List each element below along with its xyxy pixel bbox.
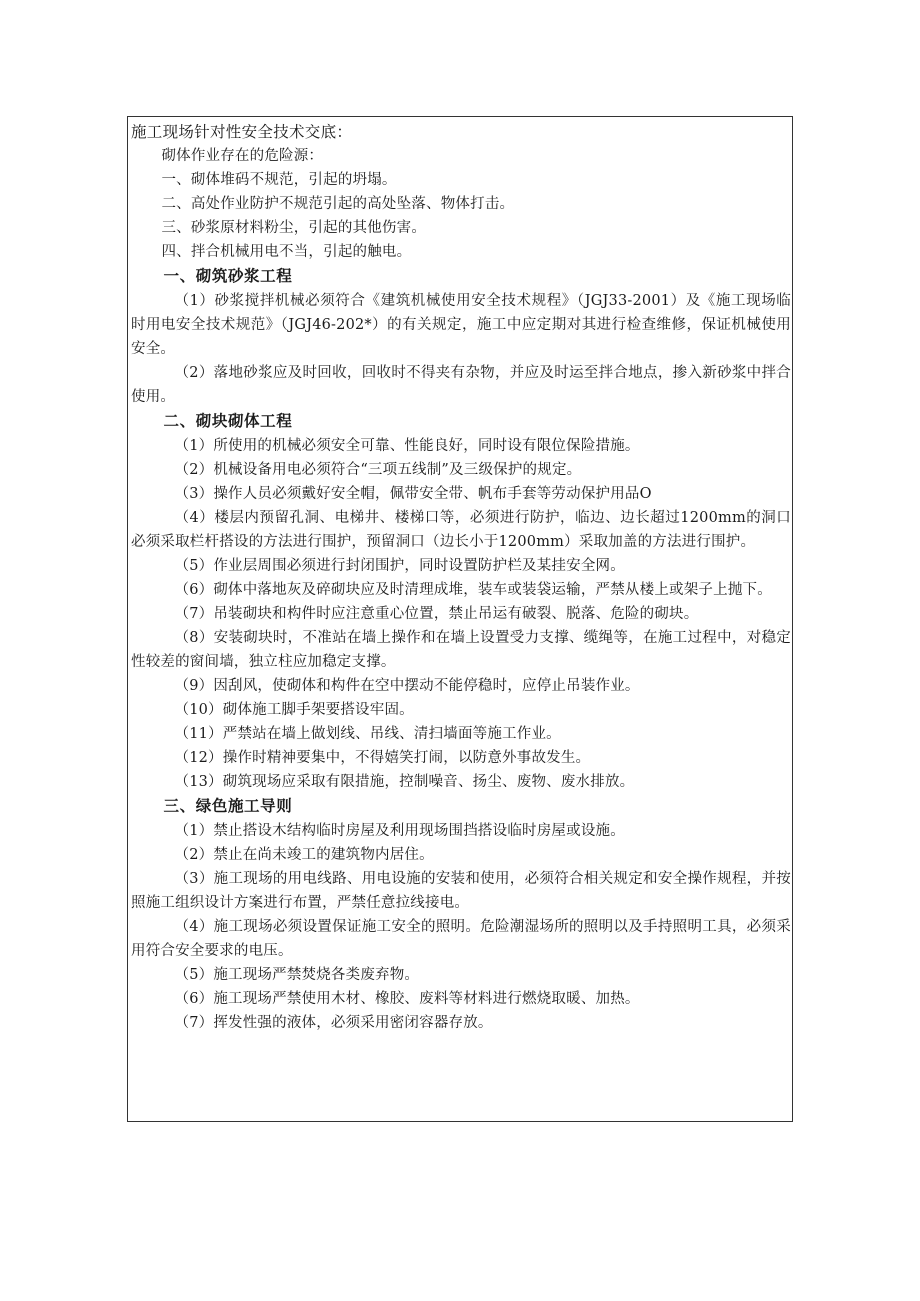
section-paragraph: （7）吊装砌块和构件时应注意重心位置，禁止吊运有破裂、脱落、危险的砌块。: [174, 606, 699, 622]
section-paragraph: （2）落地砂浆应及时回收，回收时不得夹有杂物，并应及时运至拌合地点，掺入新砂浆中拌合使用。: [131, 365, 791, 405]
hazard-item: 三、砂浆原材料粉尘，引起的其他伤害。: [161, 220, 427, 236]
section-paragraph: （1）所使用的机械必须安全可靠、性能良好，同时设有限位保险措施。: [174, 438, 640, 454]
section-paragraph: （2）机械设备用电必须符合“三项五线制”及三级保护的规定。: [174, 462, 582, 478]
section-paragraph: （1）禁止搭设木结构临时房屋及利用现场围挡搭设临时房屋或设施。: [174, 823, 625, 839]
section-heading: 三、绿色施工导则: [163, 797, 293, 815]
document-title: 施工现场针对性安全技术交底：: [131, 123, 353, 141]
section-paragraph: （5）施工现场严禁焚烧各类废弃物。: [174, 967, 420, 983]
hazard-item: 一、砌体堆码不规范，引起的坍塌。: [161, 172, 397, 188]
section-paragraph: （8）安装砌块时，不准站在墙上操作和在墙上设置受力支撑、缆绳等，在施工过程中，对稳定性较差的窗间墙，独立柱应加稳定支撑。: [131, 630, 791, 670]
hazard-item: 四、拌合机械用电不当，引起的触电。: [161, 244, 412, 260]
section-paragraph: （1）砂浆搅拌机械必须符合《建筑机械使用安全技术规程》（JGJ33-2001）及《施工现场临时用电安全技术规范》（JGJ46-202*）的有关规定，施工中应定期对其进行检查维修，保证机械使用安全。: [131, 293, 791, 357]
section-heading: 二、砌块砌体工程: [163, 412, 293, 430]
section-paragraph: （6）砌体中落地灰及碎砌块应及时清理成堆，装车或装袋运输，严禁从楼上或架子上抛下。: [174, 582, 772, 598]
hazard-item: 二、高处作业防护不规范引起的高处坠落、物体打击。: [161, 196, 515, 212]
section-paragraph: （11）严禁站在墙上做划线、吊线、清扫墙面等施工作业。: [174, 726, 561, 742]
section-paragraph: （10）砌体施工脚手架要搭设牢固。: [174, 702, 414, 718]
hazard-list: [131, 144, 791, 264]
section-paragraph: （4）楼层内预留孔洞、电梯井、楼梯口等，必须进行防护，临边、边长超过1200mm的洞口必须采取栏杆搭设的方法进行围护，预留洞口（边长小于1200mm）采取加盖的方法进行围护。: [131, 510, 791, 550]
section-paragraph: （13）砌筑现场应采取有限措施，控制噪音、扬尘、废物、废水排放。: [174, 774, 635, 790]
section-mortar: [131, 264, 791, 409]
section-paragraph: （2）禁止在尚未竣工的建筑物内居住。: [174, 847, 434, 863]
section-paragraph: （12）操作时精神要集中，不得嬉笑打闹，以防意外事故发生。: [174, 750, 591, 766]
section-paragraph: （9）因刮风，使砌体和构件在空中摆动不能停稳时，应停止吊装作业。: [174, 678, 640, 694]
section-paragraph: （6）施工现场严禁使用木材、橡胶、废料等材料进行燃烧取暖、加热。: [174, 991, 640, 1007]
section-paragraph: （7）挥发性强的液体，必须采用密闭容器存放。: [174, 1015, 493, 1031]
safety-briefing-box: [127, 116, 793, 1122]
section-heading: 一、砌筑砂浆工程: [163, 267, 293, 285]
section-paragraph: （4）施工现场必须设置保证施工安全的照明。危险潮湿场所的照明以及手持照明工具，必须采用符合安全要求的电压。: [131, 919, 791, 959]
section-paragraph: （5）作业层周围必须进行封闭围护，同时设置防护栏及某挂安全网。: [174, 558, 625, 574]
section-paragraph: （3）操作人员必须戴好安全帽，佩带安全带、帆布手套等劳动保护用品O: [174, 486, 652, 502]
hazard-intro: 砌体作业存在的危险源：: [161, 148, 324, 164]
section-masonry: [131, 409, 791, 794]
section-green-construction: [131, 794, 791, 1035]
section-paragraph: （3）施工现场的用电线路、用电设施的安装和使用，必须符合相关规定和安全操作规程，并按照施工组织设计方案进行布置，严禁任意拉线接电。: [131, 871, 791, 911]
